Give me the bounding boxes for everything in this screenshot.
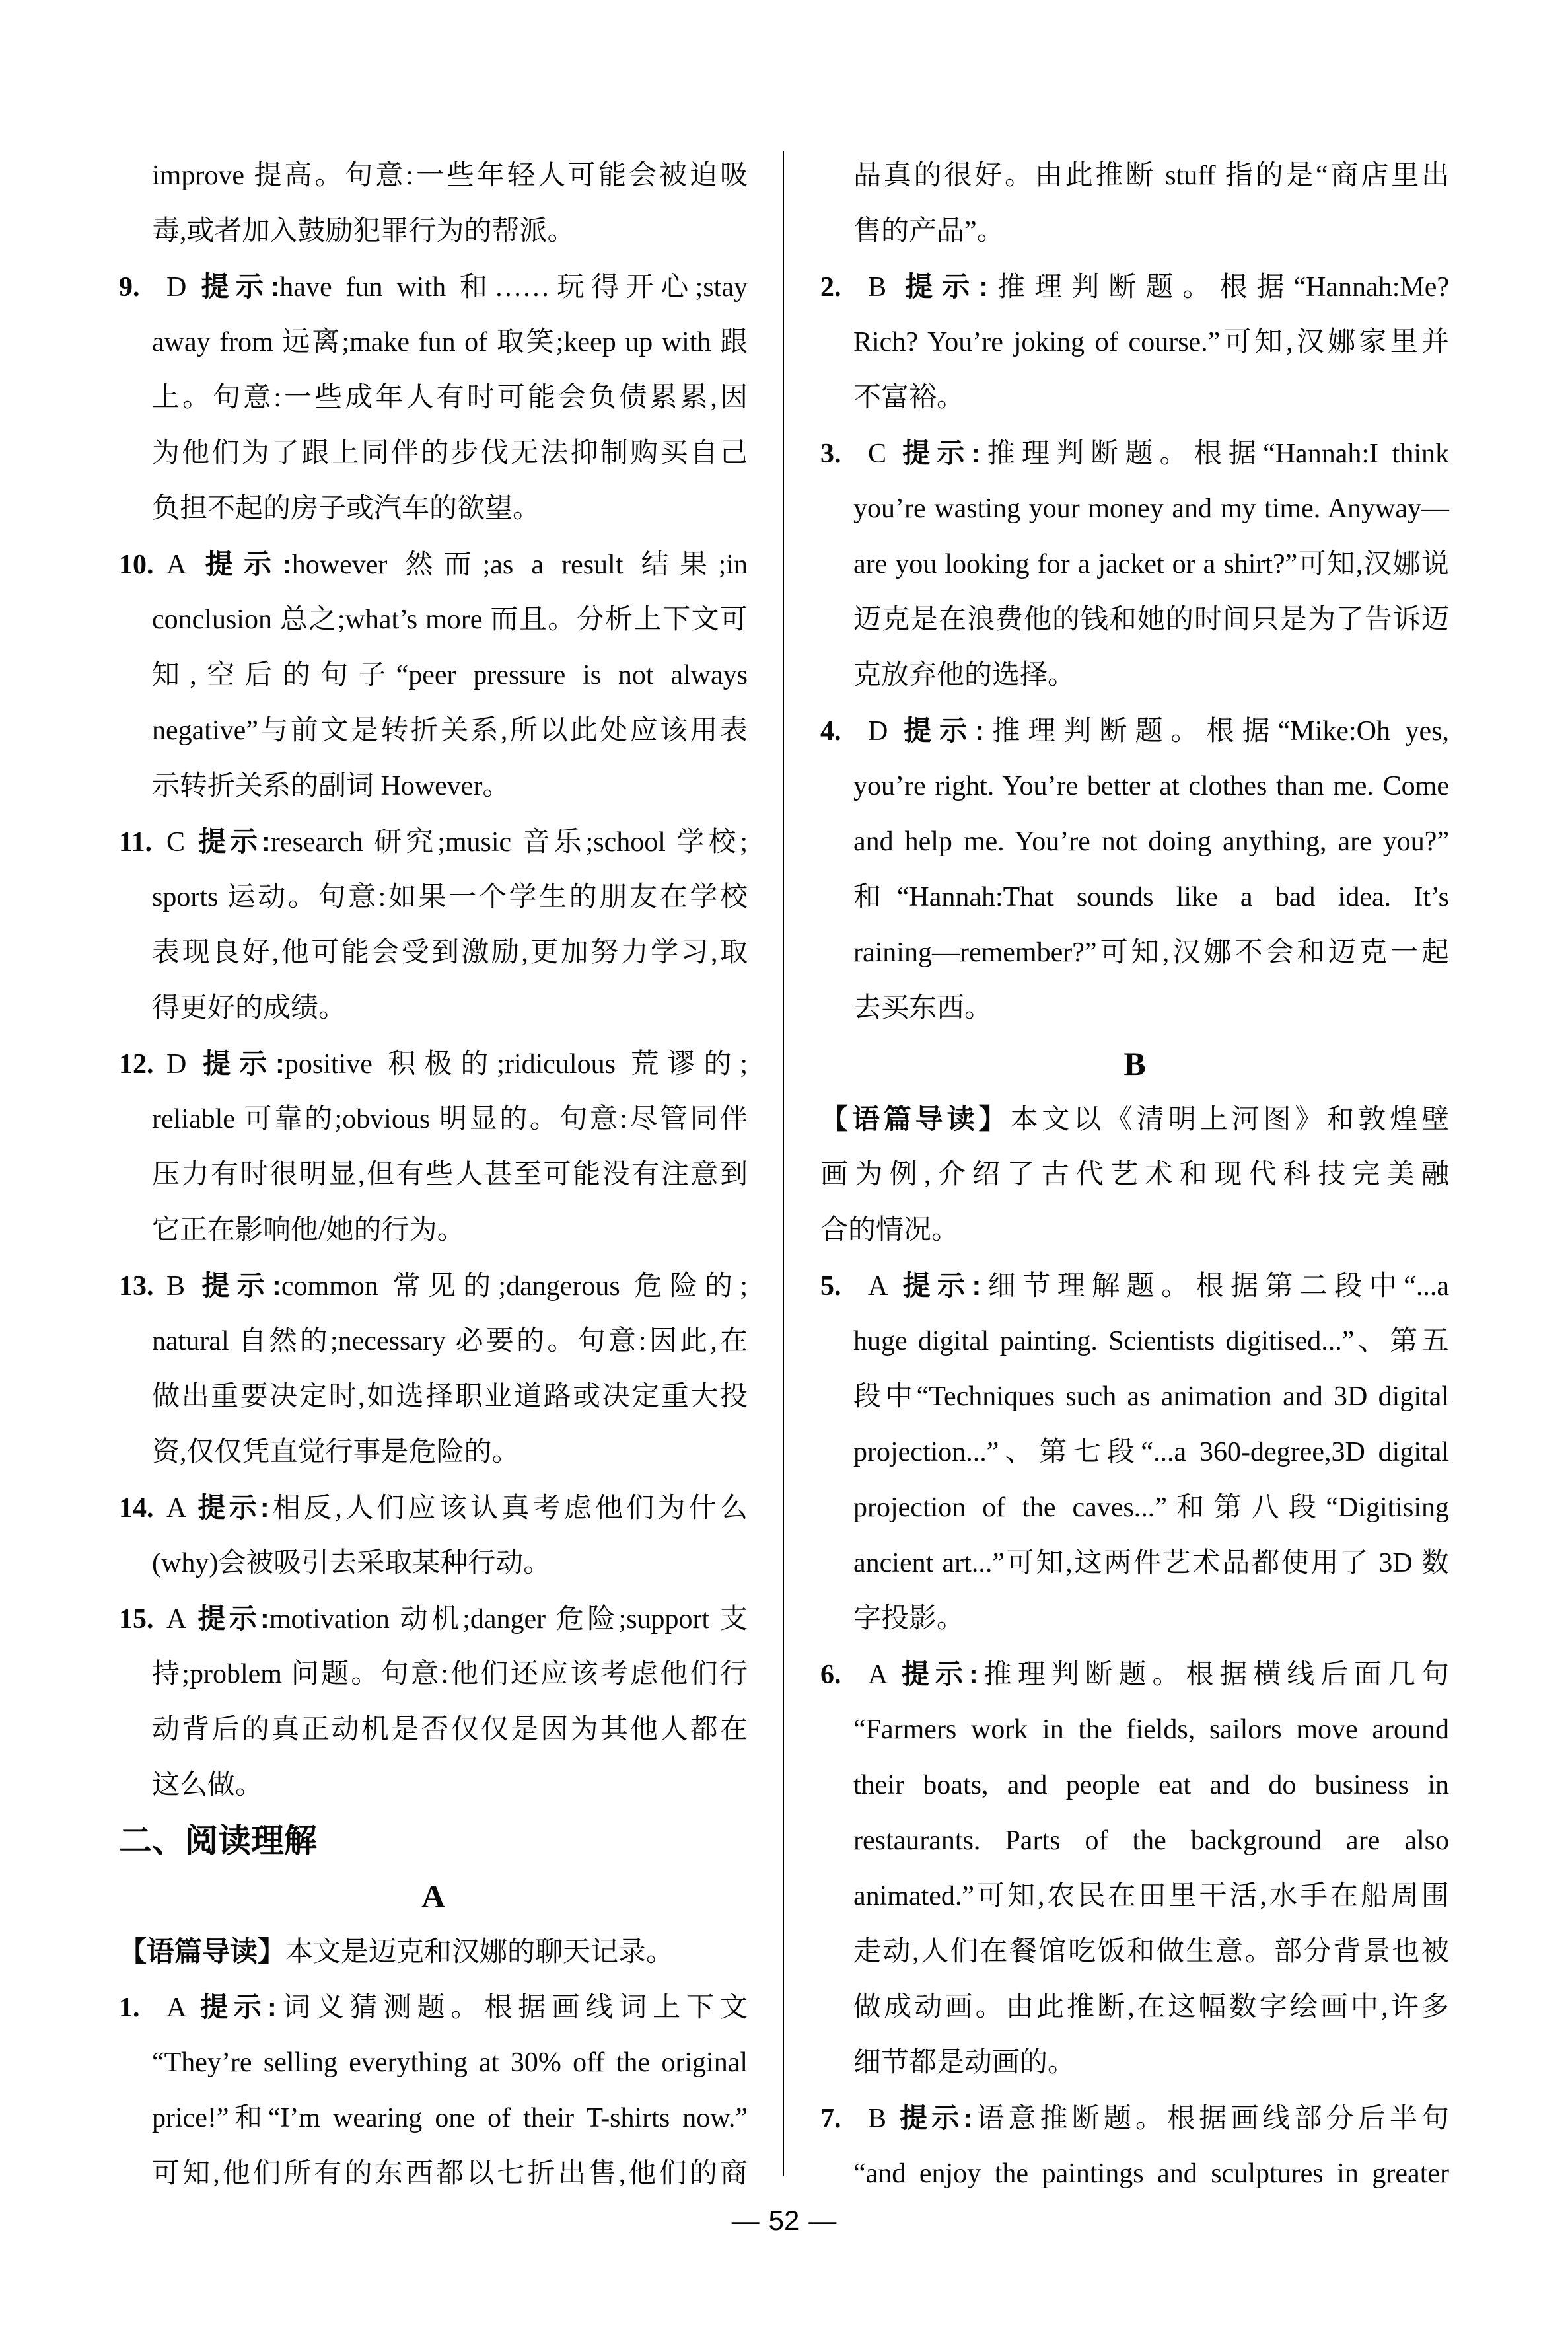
item-number: 15. — [119, 1604, 154, 1635]
text-line: 动背后的真正动机是否仅仅是因为其他人都在 — [152, 1715, 748, 1745]
text-line: 和“Hannah:That sounds like a bad idea. It’s — [853, 882, 1449, 912]
text-line: 品真的很好。由此推断 stuff 指的是“商店里出 — [853, 161, 1449, 191]
text-line: projection...”、第七段“...a 360-degree,3D digital — [853, 1437, 1449, 1467]
tip-label: 提示: — [896, 271, 989, 302]
section-heading: 二、阅读理解 — [119, 1822, 317, 1859]
intro-label: 【语篇导读】 — [820, 1103, 1011, 1134]
text-line: ancient art...”可知,这两件艺术品都使用了 3D 数 — [853, 1548, 1449, 1578]
tip-label: 提示: — [194, 271, 280, 302]
text-line: 得更好的成绩。 — [152, 993, 347, 1023]
answer-letter: C — [868, 439, 887, 469]
footer-dash-right: — — [808, 2205, 837, 2236]
text-line: 细节都是动画的。 — [853, 2048, 1076, 2078]
explanation-text: 相反,人们应该认真考虑他们为什么 — [269, 1493, 748, 1524]
item-number: 9. — [119, 272, 140, 303]
text-line: animated.”可知,农民在田里干活,水手在船周围 — [853, 1881, 1449, 1911]
answer-item-line — [119, 1480, 748, 1535]
tip-label: 提示: — [896, 1270, 981, 1301]
text-line: 它正在影响他/她的行为。 — [152, 1215, 465, 1245]
text-line: 为他们为了跟上同伴的步伐无法抑制购买自己 — [152, 438, 748, 468]
answer-letter: A — [166, 1493, 187, 1524]
text-line: you’re wasting your money and my time. Anyway— — [853, 494, 1449, 524]
item-number: 5. — [820, 1271, 841, 1302]
tip-label: 提示: — [896, 2102, 973, 2133]
intro-label: 【语篇导读】 — [119, 1936, 286, 1967]
page-footer — [0, 2197, 1568, 2244]
answer-item-line — [820, 425, 1449, 481]
text-line: huge digital painting. Scientists digitised...”、第五 — [853, 1326, 1449, 1356]
text-line: Rich? You’re joking of course.”可知,汉娜家里并 — [853, 327, 1449, 357]
answer-item-line — [119, 1591, 748, 1646]
text-line: improve 提高。句意:一些年轻人可能会被迫吸 — [152, 161, 748, 191]
item-number: 11. — [119, 827, 153, 858]
answer-letter: B — [868, 2104, 887, 2134]
tip-label: 提示: — [194, 1270, 281, 1301]
explanation-text: 词义猜测题。根据画线词上下文 — [276, 1993, 748, 2023]
column-right — [820, 148, 1449, 2201]
text-line: 售的产品”。 — [853, 216, 1005, 246]
text-line: natural 自然的;necessary 必要的。句意:因此,在 — [152, 1326, 748, 1356]
answer-letter: A — [166, 1993, 187, 2023]
tip-label: 提示: — [896, 715, 985, 746]
text-line: 负担不起的房子或汽车的欲望。 — [152, 494, 541, 524]
item-number: 13. — [119, 1271, 154, 1302]
answer-letter: A — [166, 550, 187, 580]
text-line: 持;problem 问题。句意:他们还应该考虑他们行 — [152, 1659, 748, 1689]
text-line: reliable 可靠的;obvious 明显的。句意:尽管同伴 — [152, 1104, 748, 1134]
passage-intro-line — [119, 1924, 748, 1979]
item-number: 12. — [119, 1049, 154, 1080]
answer-letter: A — [166, 1604, 187, 1635]
text-line: negative”与前文是转折关系,所以此处应该用表 — [152, 716, 748, 746]
explanation-text: motivation 动机;danger 危险;support 支 — [269, 1604, 748, 1635]
text-line: their boats, and people eat and do business in — [853, 1770, 1449, 1800]
passage-intro-line: 画为例,介绍了古代艺术和现代科技完美融 — [820, 1160, 1449, 1190]
tip-label: 提示: — [194, 1603, 269, 1634]
explanation-text: common 常见的;dangerous 危险的; — [281, 1271, 748, 1302]
passage-label: A — [421, 1878, 446, 1915]
footer-dash-left: — — [731, 2205, 760, 2236]
answer-item-line — [820, 2090, 1449, 2146]
tip-label: 提示: — [194, 826, 271, 857]
text-line: you’re right. You’re better at clothes than me. Come — [853, 771, 1449, 801]
text-line: 示转折关系的副词 However。 — [152, 771, 511, 801]
text-line: 克放弃他的选择。 — [853, 660, 1076, 690]
explanation-text: 推理判断题。根据“Hannah:I think — [980, 439, 1449, 469]
text-line: 不富裕。 — [853, 383, 965, 413]
answer-letter: B — [868, 272, 887, 303]
explanation-text: research 研究;music 音乐;school 学校; — [270, 827, 748, 858]
item-number: 10. — [119, 550, 154, 580]
explanation-text: positive 积极的;ridiculous 荒谬的; — [284, 1049, 748, 1080]
text-line: away from 远离;make fun of 取笑;keep up with 跟 — [152, 327, 748, 357]
answer-item-line — [119, 1979, 748, 2035]
text-line: raining—remember?”可知,汉娜不会和迈克一起 — [853, 938, 1449, 968]
text-line: 知,空后的句子“peer pressure is not always — [152, 660, 748, 690]
tip-label: 提示: — [194, 548, 292, 579]
answer-item-line — [119, 1258, 748, 1313]
text-line: 可知,他们所有的东西都以七折出售,他们的商 — [152, 2159, 748, 2189]
text-line: 资,仅仅凭直觉行事是危险的。 — [152, 1437, 520, 1467]
explanation-text: however 然而;as a result 结果;in — [291, 550, 748, 580]
text-line: 表现良好,他可能会受到激励,更加努力学习,取 — [152, 938, 748, 968]
text-line: 迈克是在浪费他的钱和她的时间只是为了告诉迈 — [853, 605, 1449, 635]
passage-label: B — [1123, 1045, 1146, 1082]
text-line: 去买东西。 — [853, 993, 993, 1023]
column-divider — [783, 151, 784, 2176]
text-line: 压力有时很明显,但有些人甚至可能没有注意到 — [152, 1160, 748, 1190]
item-number: 14. — [119, 1493, 154, 1524]
item-number: 1. — [119, 1993, 140, 2023]
answer-letter: D — [868, 716, 888, 747]
answer-letter: A — [868, 1660, 888, 1690]
explanation-text: 细节理解题。根据第二段中“...a — [981, 1271, 1449, 1302]
text-line: 做出重要决定时,如选择职业道路或决定重大投 — [152, 1382, 748, 1412]
answer-item-line — [119, 814, 748, 869]
tip-label: 提示: — [896, 437, 981, 468]
item-number: 3. — [820, 439, 841, 469]
passage-intro-line: 合的情况。 — [820, 1215, 960, 1245]
passage-intro-line — [820, 1091, 1449, 1147]
answer-letter: C — [166, 827, 186, 858]
text-line: and help me. You’re not doing anything, are you?” — [853, 827, 1449, 857]
tip-label: 提示: — [194, 1048, 285, 1079]
answer-item-line — [119, 536, 748, 592]
item-number: 6. — [820, 1660, 841, 1690]
text-line: restaurants. Parts of the background are also — [853, 1826, 1449, 1856]
answer-item-line — [820, 703, 1449, 758]
answer-letter: D — [166, 1049, 187, 1080]
text-line: 走动,人们在餐馆吃饭和做生意。部分背景也被 — [853, 1937, 1449, 1967]
explanation-text: 语意推断题。根据画线部分后半句 — [972, 2104, 1449, 2134]
text-line: projection of the caves...”和第八段“Digitising — [853, 1493, 1449, 1523]
text-line: conclusion 总之;what’s more 而且。分析上下文可 — [152, 605, 748, 635]
answer-item-line — [820, 259, 1449, 314]
text-line: 上。句意:一些成年人有时可能会负债累累,因 — [152, 383, 748, 413]
answer-item-line — [119, 259, 748, 314]
page-number: 52 — [768, 2205, 800, 2236]
item-number: 7. — [820, 2104, 841, 2134]
answer-letter: A — [868, 1271, 888, 1302]
explanation-text: have fun with 和……玩得开心;stay — [279, 272, 748, 303]
intro-text: 本文以《清明上河图》和敦煌壁 — [1010, 1105, 1449, 1135]
text-line: sports 运动。句意:如果一个学生的朋友在学校 — [152, 882, 748, 912]
tip-label: 提示: — [194, 1492, 269, 1523]
explanation-text: 推理判断题。根据“Mike:Oh yes, — [984, 716, 1449, 747]
text-line: 做成动画。由此推断,在这幅数字绘画中,许多 — [853, 1992, 1449, 2022]
answer-item-line — [119, 1036, 748, 1091]
answer-item-line — [820, 1646, 1449, 1702]
item-number: 4. — [820, 716, 841, 747]
text-line: “They’re selling everything at 30% off the original — [152, 2048, 748, 2078]
text-line: 这么做。 — [152, 1770, 264, 1800]
text-line: “Farmers work in the fields, sailors move around — [853, 1715, 1449, 1745]
explanation-text: 推理判断题。根据横线后面几句 — [978, 1660, 1449, 1690]
text-line: price!”和“I’m wearing one of their T-shirts now.” — [152, 2103, 748, 2133]
text-line: 段中“Techniques such as animation and 3D digital — [853, 1382, 1449, 1412]
answer-item-line — [820, 1258, 1449, 1313]
item-number: 2. — [820, 272, 841, 303]
text-line: (why)会被吸引去采取某种行动。 — [152, 1548, 552, 1578]
text-line: are you looking for a jacket or a shirt?”可知,汉娜说 — [853, 549, 1449, 579]
explanation-text: 推理判断题。根据“Hannah:Me? — [988, 272, 1449, 303]
answer-letter: D — [166, 272, 187, 303]
answer-letter: B — [166, 1271, 186, 1302]
tip-label: 提示: — [194, 1991, 277, 2022]
text-line: 毒,或者加入鼓励犯罪行为的帮派。 — [152, 216, 575, 246]
intro-text: 本文是迈克和汉娜的聊天记录。 — [285, 1937, 674, 1968]
text-line: 字投影。 — [853, 1604, 965, 1634]
column-left — [119, 148, 748, 2201]
tip-label: 提示: — [896, 1658, 978, 1689]
text-line: “and enjoy the paintings and sculptures in greater — [853, 2159, 1449, 2189]
